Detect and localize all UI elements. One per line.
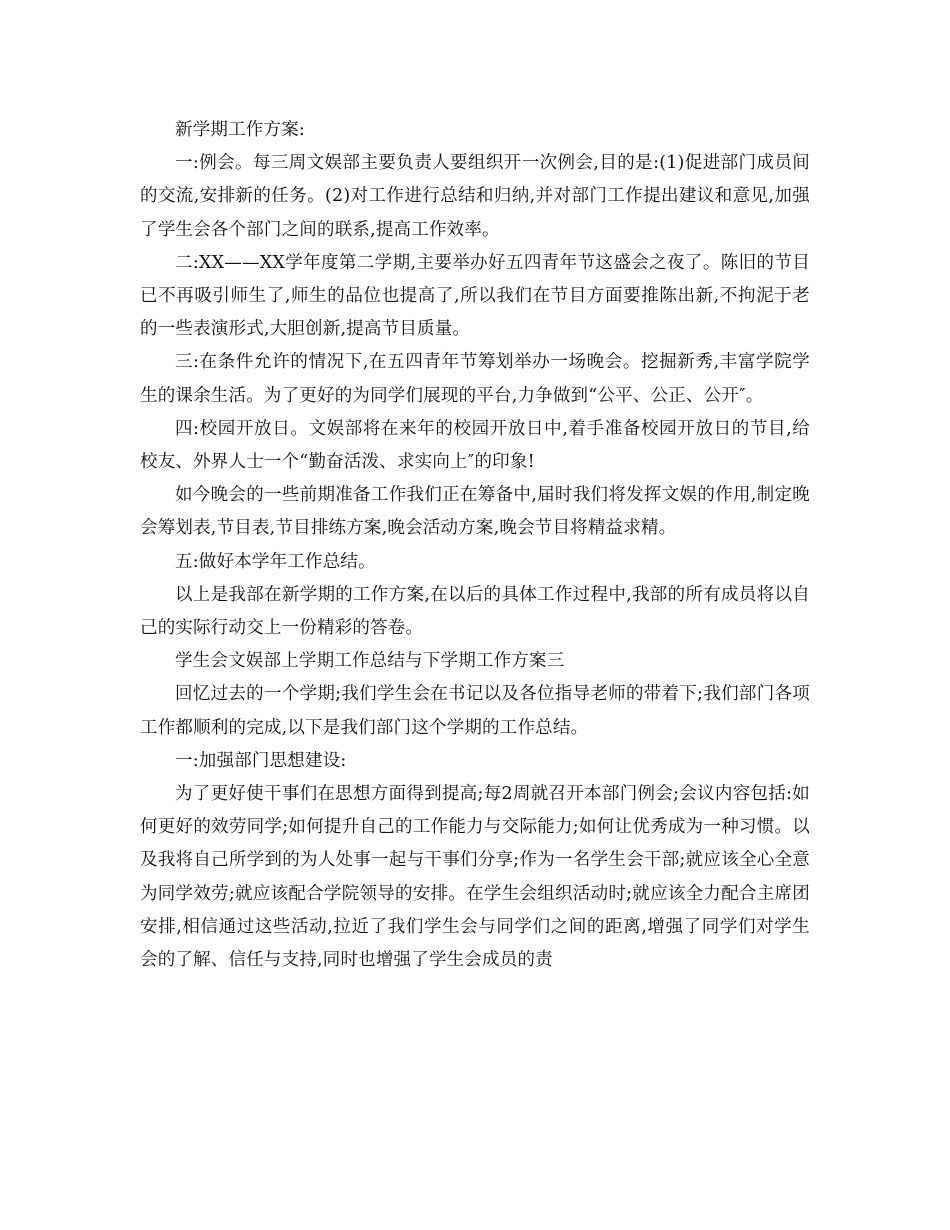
review-intro-paragraph: 回忆过去的一个学期;我们学生会在书记以及各位指导老师的带着下;我们部门各项工作都顺利的完成,以下是我们部门这个学期的工作总结。	[140, 684, 810, 738]
document-page	[140, 114, 810, 977]
plan-item-2-may-fourth: 二:XX——XX学年度第二学期,主要举办好五四青年节这盛会之夜了。陈旧的节目已不再吸引师生了,师生的品位也提高了,所以我们在节目方面要推陈出新,不拘泥于老的一些表演形式,大胆创新,提高节目质量。	[140, 252, 810, 340]
plan-item-1-meeting: 一:例会。每三周文娱部主要负责人要组织开一次例会,目的是:(1)促进部门成员间的交流,安排新的任务。(2)对工作进行总结和归纳,并对部门工作提出建议和意见,加强了学生会各个部门之间的联系,提高工作效率。	[140, 153, 810, 240]
ideology-building-paragraph: 为了更好使干事们在思想方面得到提高;每2周就召开本部门例会;会议内容包括:如何更好的效劳同学;如何提升自己的工作能力与交际能力;如何让优秀成为一种习惯。以及我将自己所学到的为人处事一起与干事们分享;作为一名学生会干部;就应该全心全意为同学效劳;就应该配合学院领导的安排。在学生会组织活动时;就应该全力配合主席团安排,相信通过这些活动,拉近了我们学生会与同学们之间的距离,增强了同学们对学生会的了解、信任与支持,同时也增强了学生会成员的责	[140, 784, 810, 971]
section-heading-new-semester-plan: 新学期工作方案:	[175, 120, 305, 140]
closing-paragraph: 以上是我部在新学期的工作方案,在以后的具体工作过程中,我部的所有成员将以自己的实际行动交上一份精彩的答卷。	[140, 584, 810, 639]
plan-item-3-evening-gala: 三:在条件允许的情况下,在五四青年节筹划举办一场晚会。挖掘新秀,丰富学院学生的课余生活。为了更好的为同学们展现的平台,力争做到“公平、公正、公开″。	[140, 352, 810, 406]
plan-item-4-open-day: 四:校园开放日。文娱部将在来年的校园开放日中,着手准备校园开放日的节目,给校友、外界人士一个“勤奋活泼、求实向上″的印象!	[140, 418, 810, 473]
gala-preparation-paragraph: 如今晚会的一些前期准备工作我们正在筹备中,届时我们将发挥文娱的作用,制定晚会筹划表,节目表,节目排练方案,晚会活动方案,晚会节目将精益求精。	[140, 485, 810, 539]
section-title-part-three: 学生会文娱部上学期工作总结与下学期工作方案三	[175, 651, 565, 672]
subheading-ideology-building: 一:加强部门思想建设:	[175, 750, 347, 771]
plan-item-5-summary: 五:做好本学年工作总结。	[175, 551, 376, 572]
